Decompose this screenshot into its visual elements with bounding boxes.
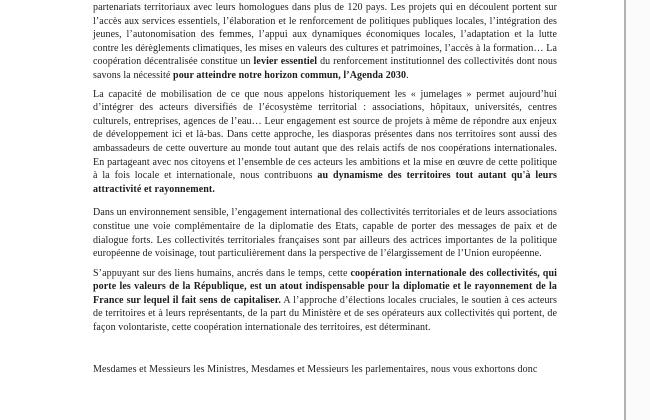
document-text: [93, 1, 557, 381]
document-paragraph: [93, 267, 557, 335]
document-paragraph: [93, 88, 557, 197]
text-run: du renforcement institutionnel des collectivités dont nous savons la nécessité: [93, 56, 557, 81]
bold-text-run: coopération internationale des collectivités, qui porte les valeurs de la République, est un atout indispensable pour la diplomatie et le rayonnement de la France sur lequel il fait sens de capitaliser.: [93, 267, 557, 306]
outside-page-area: [626, 0, 650, 420]
text-run: .: [406, 69, 409, 81]
text-run: A l’approche d’élections locales cruciales, le soutien à ces acteurs de territoires et à leurs représentants, de la part du Ministère et de ses opérateurs aux collectivités qui portent, de façon volontariste, cette coopération internationale des territoires, est déterminant.: [93, 294, 557, 334]
text-run: partenariats territoriaux avec leurs homologues dans plus de 120 pays. Les projets qui en découlent portent sur l’accès aux services essentiels, l’élaboration et le renforcement de politiques publiques locales, l’intégration des jeunes, l’autonomisation des femmes, l’appui aux dynamiques économiques locales, l’adaptation et la lutte contre les dérèglements climatiques, les mises en valeurs des cultures et patrimoines, l’accès à la formation… La coopération décentralisée constitue un: [93, 2, 557, 68]
document-paragraph: [93, 363, 557, 377]
document-paragraph: [93, 1, 557, 83]
text-run: Mesdames et Messieurs les Ministres, Mesdames et Messieurs les parlementaires, nous vous exhortons donc: [93, 363, 538, 375]
text-run: S’appuyant sur des liens humains, ancrés dans le temps, cette: [93, 267, 351, 279]
document-paragraph: [93, 206, 557, 260]
bold-text-run: pour atteindre notre horizon commun, l’Agenda 2030: [173, 69, 407, 81]
bold-text-run: levier essentiel: [253, 56, 318, 68]
text-run: Dans un environnement sensible, l’engagement international des collectivités territoriales et de leurs associations constitue une voie complémentaire de la diplomatie des Etats, capable de porter des messages de paix et de dialogue forts. Les collectivités territoriales françaises sont par ailleurs des actrices importantes de la politique européenne de voisinage, tout particulièrement dans la perspective de l’élargissement de l’Union européenne.: [93, 207, 557, 260]
bold-text-run: au dynamisme des territoires tout autant qu'à leurs attractivité et rayonnement.: [93, 170, 557, 195]
text-run: La capacité de mobilisation de ce que nous appelons historiquement les « jumelages » permet aujourd’hui d’intégrer des acteurs diversifiés de l’écosystème territorial : associations, hôpitaux, universités, centres culturels, entreprises, agences de l’eau… Leur engagement est source de projets à même de répondre aux enjeux de développement ici et là-bas. Dans cette approche, les diasporas présentes dans nos territoires sont aussi des ambassadeurs de cette ouverture au monde tout autant que des relais actifs de nos coopérations internationales. En partageant avec nos citoyens et l’ensemble de ces acteurs les ambitions et la mise en œuvre de cette politique à la fois locale et internationale, nous contribuons: [93, 88, 557, 182]
